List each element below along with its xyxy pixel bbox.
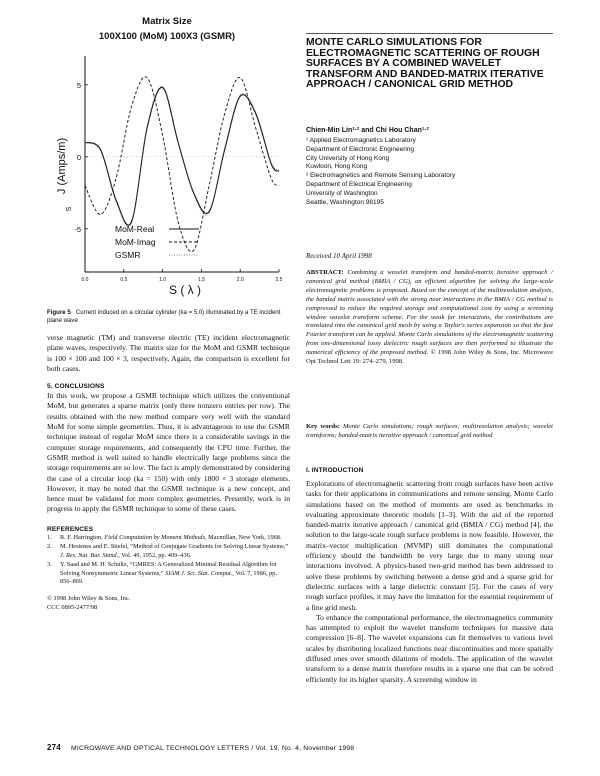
conclusions-heading: 5. CONCLUSIONS [47,383,105,391]
introduction-heading: I. INTRODUCTION [306,467,364,474]
legend-entry: MoM-Real [115,224,155,234]
plot-ticks [74,81,282,283]
reference-number: 1. [47,533,52,541]
keywords [306,423,553,441]
affiliation-line: ¹ Applied Electromagnetics Laboratory [306,137,416,144]
affiliation-line: Seattle, Washington 98195 [306,198,384,206]
y-axis-label: J (Amps/m) [56,137,68,195]
reference-item: 2. M. Hestenes and E. Stiefel, “Method of Conjugate Gradients for Solving Linear Systems,” J. Res. Nat. Bur. Stand., Vol. 49, 1952, pp. 409–436. [47,542,289,559]
reference-item: 3. Y. Saad and M. H. Schultz, “GMRES: A Generalized Minimal Residual Algorithm for Solving Nonsymmetric Linear Systems,” SIAM J. Sci. Stat. Comput., Vol. 7, 1986, pp. 856–869. [47,560,278,586]
reference-item: 1. R. F. Harrington, Field Computation by Moment Methods, Macmillan, New York, 1968. [47,533,282,541]
reference-number: 2. [47,542,52,550]
page-number: 274 [47,743,61,752]
x-tick-label: 1.0 [159,277,167,283]
y-tick-label: 5 [76,80,81,90]
conclusions-paragraph: In this work, we propose a GSMR technique which utilizes the conventional MoM, but generates a sparse matrix (only three nonzero entries per row). The results obtained with the new method compare very well with the standard MoM for some simple geometries. Thus, it is advantageous to use the GSMR technique instead of regular MoM since there is a considerable savings in the computer storage requirements, and consequently the CPU time. Further, the GSMR method is well suited to handle electrically large problems since the storage requirements are so low. The fact is amply demonstrated by considering the case of a circular loop (ka = 150) with only 1800 × 3 storage elements. However, it may be noted that the GSMR technique is a new concept, and hence must be validated for more complex geometries. Presently, work is in progress to apply the GSMR technique to some of these cases. [47,391,290,514]
references-heading: REFERENCES [47,525,94,533]
x-axis-label: S ( λ ) [169,283,201,297]
affiliation-line: Department of Electrical Engineering [306,180,412,188]
article-title: MONTE CARLO SIMULATIONS FOR ELECTROMAGNETIC SCATTERING OF ROUGH SURFACES BY A COMBINED WAVELET TRANSFORM AND BANDED-MATRIX ITERATIVE APPROACH / CANONICAL GRID METHOD [306,37,544,91]
x-tick-label: 2.5 [275,277,283,283]
affiliation-line: ² Electromagnetics and Remote Sensing Laboratory [306,172,456,180]
article-authors: Chien-Min Lin¹·² and Chi Hou Chan¹·² [306,127,429,134]
affiliation-line: Department of Electronic Engineering [306,145,415,153]
current-plot [47,6,290,301]
ccc-code: CCC 0895-2477/98 [47,603,98,611]
title-rule [306,33,553,34]
affiliation-line: Kowloon, Hong Kong [306,163,368,171]
plot-legend [115,224,199,260]
references-list [47,534,290,587]
left-column [47,333,290,612]
page-footer [47,743,553,752]
introduction-paragraph-2: To enhance the computational performance, the electromagnetics community has attempted to exploit the wavelet transform techniques for massive data compression [6–8]. The wavelet expansions can fit themselves to various level scales by distributing localized functions near discontinuities and more spatially diffused ones over smooth dilations of models. The application of the wavelet transform to a dense matrix therefore results in a sparse one that can be solved efficiently for its higher sparsity. A screening window in [306,612,553,684]
keywords-label: Key words: [306,423,340,430]
reference-number: 3. [47,560,52,568]
affiliation-line: City University of Hong Kong [306,154,390,162]
received-date: Received 10 April 1998 [306,252,372,260]
abstract-label: ABSTRACT: [306,269,344,276]
abstract-citation: © 1998 John Wiley & Sons, Inc. Microwave Opt Technol Lett 19: 274–279, 1998. [306,349,553,366]
introduction-paragraph-1: Explorations of electromagnetic scattering from rough surfaces have been active tasks for their applications in communications and remote sensing. Monte Carlo simulations based on the method of moments are used as benchmarks in evaluating approximate theoretic models [1–3]. With the aid of the reported banded-matrix iterative approach / canonical grid (BMIA / CG) method [4], the solution to the large-scale rough surface problems is now feasible. However, the matrix–vector multiplication (MVMP) still dominates the computational efficiency should the bandwidth be very large due to many strong near interactions involved. A physics-based two-grid method has been addressed to solve these problems by switching between a dense grid and a sparse grid for dielectric surfaces with a large dielectric constant [5]. For the cases of very rough surface profiles, it may have the limitation for the essential requirement of a fine grid mesh. [306,479,553,612]
x-tick-label: 2.0 [236,277,244,283]
series-line-gsmr [85,86,279,227]
abstract [306,269,553,367]
legend-entry: MoM-Imag [115,237,156,247]
figure-5 [47,6,290,301]
figure-title-line1: Matrix Size [142,16,192,27]
legend-entry: GSMR [115,250,141,260]
figure-caption-text: Current induced on a circular cylinder (ka = 5.0) illuminated by a TE incident plane wave [47,309,281,325]
copyright-line: © 1998 John Wiley & Sons, Inc. [47,594,131,602]
x-tick-label: 0.5 [120,277,128,283]
figure-caption-label: Figure 5 [47,309,71,316]
x-tick-label: 1.5 [197,277,205,283]
copyright-notice [47,595,290,612]
x-tick-label: 0.0 [81,277,89,283]
introduction-body [306,479,553,685]
y-tick-label: 0 [76,152,81,162]
author-affiliations [306,137,553,207]
y-tick-label: -5 [74,224,81,234]
left-paragraph-1: verse magnetic (TM) and transverse electric (TE) incident electromagnetic plane waves, respectively. The matrix size for the MoM and GSMR technique is 100 × 100 and 100 × 3, respectively, Again, the comparison is excellent for both cases. [47,333,290,373]
keywords-text: Monte Carlo simulations; rough surfaces; multiresolution analysis; wavelet transforms; banded-matrix iterative approach / canonical grid method [306,423,553,439]
journal-info: MICROWAVE AND OPTICAL TECHNOLOGY LETTERS / Vol. 19, No. 4, November 1998 [71,745,355,752]
affiliation-line: University of Washington [306,189,378,197]
figure-caption [47,309,290,325]
y-axis-subscript: S [66,206,73,212]
abstract-text: Combining a wavelet transform and banded-matrix iterative approach / canonical grid method (BMIA / CG), an efficient algorithm for solving the large-scale electromagnetic problems is proposed. Based on the concept of the multiresolution analysis, the banded matrix associated with the strong near interactions in the BMIA / CG method is compressed to reduce the required storage and computational cost by using a screening window wavelet transform scheme. For the weak far interactions, the contributions are translated into the canonical grid mesh by using a Taylor's series expansion so that the fast Fourier transform can be applied. Monte Carlo simulations of the electromagnetic scattering from one-dimensional lossy dielectric rough surfaces are then performed to illustrate the numerical efficiency of the proposed method. [306,269,553,357]
figure-title-line2: 100X100 (MoM) 100X3 (GSMR) [98,31,236,42]
